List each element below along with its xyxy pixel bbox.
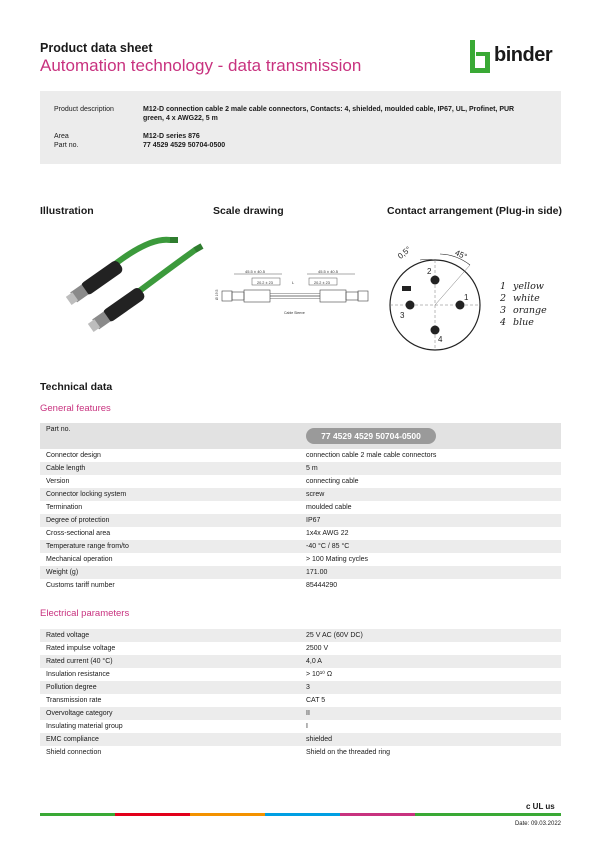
row-value: screw — [306, 491, 325, 498]
general-features-table — [40, 423, 561, 592]
angle-right: 45° — [453, 248, 469, 262]
part-no-label: Part no. — [54, 142, 79, 149]
table-row — [40, 475, 561, 488]
table-row — [40, 720, 561, 733]
row-label: Rated impulse voltage — [46, 645, 116, 652]
dim-inner-left: 20.2 ± 23 — [257, 281, 273, 285]
row-label: Temperature range from/to — [46, 543, 129, 550]
row-label: Overvoltage category — [46, 710, 113, 717]
legend-1-color: yellow — [513, 281, 544, 292]
date-stamp: Date: 09.03.2022 — [514, 821, 561, 827]
area-value: M12-D series 876 — [143, 133, 200, 140]
general-features-heading: General features — [40, 403, 111, 414]
table-row — [40, 566, 561, 579]
table-row — [40, 527, 561, 540]
row-label: Rated voltage — [46, 632, 90, 639]
row-value: 171.00 — [306, 569, 328, 576]
table-row — [40, 681, 561, 694]
binder-logo — [470, 40, 562, 74]
part-no-value: 77 4529 4529 50704-0500 — [143, 142, 226, 149]
row-value: > 100 Mating cycles — [306, 556, 369, 563]
row-label: Mechanical operation — [46, 556, 113, 563]
row-label: Customs tariff number — [46, 582, 115, 589]
table-row — [40, 694, 561, 707]
legend-4-num: 4 — [500, 317, 507, 328]
legend-3-color: orange — [513, 305, 547, 316]
illustration-heading: Illustration — [40, 205, 94, 217]
contact-arrangement-heading: Contact arrangement (Plug-in side) — [387, 205, 563, 217]
row-value: I — [306, 723, 308, 730]
row-value: > 10¹⁰ Ω — [306, 671, 333, 678]
row-label: Insulation resistance — [46, 671, 110, 678]
row-value: 85444290 — [306, 582, 338, 589]
row-value: 3 — [306, 684, 310, 691]
row-label: Insulating material group — [46, 723, 123, 730]
table-row — [40, 642, 561, 655]
row-label: Connector design — [46, 452, 101, 459]
contact-diagram — [380, 240, 560, 360]
ul-cert-mark: c UL us — [526, 802, 555, 811]
row-value: IP67 — [306, 517, 321, 524]
pin-3-label: 3 — [400, 311, 405, 320]
legend-1-num: 1 — [500, 281, 507, 292]
table-row — [40, 655, 561, 668]
product-description: M12-D connection cable 2 male cable connectors, Contacts: 4, shielded, moulded cable, IP67, UL, Profinet, PUR green, 4 x AWG22, 5 m — [143, 106, 515, 122]
table-row — [40, 488, 561, 501]
cable-illustration — [40, 228, 210, 348]
row-value: Shield on the threaded ring — [306, 749, 391, 756]
row-value: II — [306, 710, 310, 717]
center-mark: L — [292, 280, 295, 285]
scale-drawing-heading: Scale drawing — [213, 205, 284, 217]
angle-left: 0,5° — [395, 244, 413, 261]
row-value: connection cable 2 male cable connectors — [306, 452, 437, 459]
part-no-row — [40, 423, 561, 449]
drawing-caption: Cable Sleeve — [284, 311, 305, 315]
row-value: connecting cable — [306, 478, 359, 485]
dim-left: 45.5 ± 40.5 — [245, 269, 265, 274]
table-row — [40, 514, 561, 527]
table-row — [40, 579, 561, 592]
electrical-parameters-heading: Electrical parameters — [40, 608, 130, 619]
product-description-label: Product description — [54, 106, 114, 113]
product-info-box — [40, 91, 561, 164]
row-label: Pollution degree — [46, 684, 97, 691]
row-value: CAT 5 — [306, 697, 326, 704]
dim-right: 45.5 ± 40.5 — [318, 269, 338, 274]
row-value: shielded — [306, 736, 333, 743]
row-label: Part no. — [46, 426, 71, 433]
row-label: Connector locking system — [46, 491, 127, 498]
color-strip-6 — [415, 813, 561, 816]
row-value: -40 °C / 85 °C — [306, 543, 350, 550]
part-no-badge: 77 4529 4529 50704-0500 — [306, 428, 436, 444]
row-label: EMC compliance — [46, 736, 99, 743]
table-row — [40, 733, 561, 746]
pin-2-label: 2 — [427, 267, 432, 276]
brand-name: binder — [494, 44, 553, 66]
row-label: Rated current (40 °C) — [46, 658, 113, 665]
doc-type: Product data sheet — [40, 41, 153, 55]
row-value: 2500 V — [306, 645, 329, 652]
technical-data-heading: Technical data — [40, 381, 113, 393]
row-value: 25 V AC (60V DC) — [306, 632, 363, 639]
electrical-parameters-table — [40, 629, 561, 759]
row-label: Weight (g) — [46, 569, 79, 576]
row-value: 5 m — [306, 465, 318, 472]
pin-4-label: 4 — [438, 335, 443, 344]
table-row — [40, 668, 561, 681]
color-strip-1 — [40, 813, 115, 816]
row-value: 4,0 A — [306, 658, 322, 665]
color-strip-4 — [265, 813, 340, 816]
area-label: Area — [54, 133, 69, 140]
legend-4-color: blue — [513, 317, 534, 328]
scale-drawing — [212, 262, 372, 322]
legend-2-color: white — [513, 293, 540, 304]
row-label: Shield connection — [46, 749, 102, 756]
row-label: Termination — [46, 504, 83, 511]
table-row — [40, 707, 561, 720]
row-label: Cable length — [46, 465, 86, 472]
legend-2-num: 2 — [500, 293, 507, 304]
color-strip-2 — [115, 813, 190, 816]
row-label: Version — [46, 478, 70, 485]
row-value: 1x4x AWG 22 — [306, 530, 349, 537]
table-row — [40, 746, 561, 759]
table-row — [40, 449, 561, 462]
page-subtitle: Automation technology - data transmission — [40, 56, 362, 75]
row-value: moulded cable — [306, 504, 352, 511]
legend-3-num: 3 — [500, 305, 507, 316]
dia-label: Ø 19.5 — [215, 289, 219, 300]
row-label: Transmission rate — [46, 697, 102, 704]
table-row — [40, 629, 561, 642]
table-row — [40, 540, 561, 553]
pin-1-label: 1 — [464, 293, 469, 302]
dim-inner-right: 20.2 ± 23 — [314, 281, 330, 285]
color-strip-5 — [340, 813, 415, 816]
row-label: Cross-sectional area — [46, 530, 111, 537]
color-strip-3 — [190, 813, 265, 816]
table-row — [40, 462, 561, 475]
table-row — [40, 501, 561, 514]
row-label: Degree of protection — [46, 517, 110, 524]
table-row — [40, 553, 561, 566]
